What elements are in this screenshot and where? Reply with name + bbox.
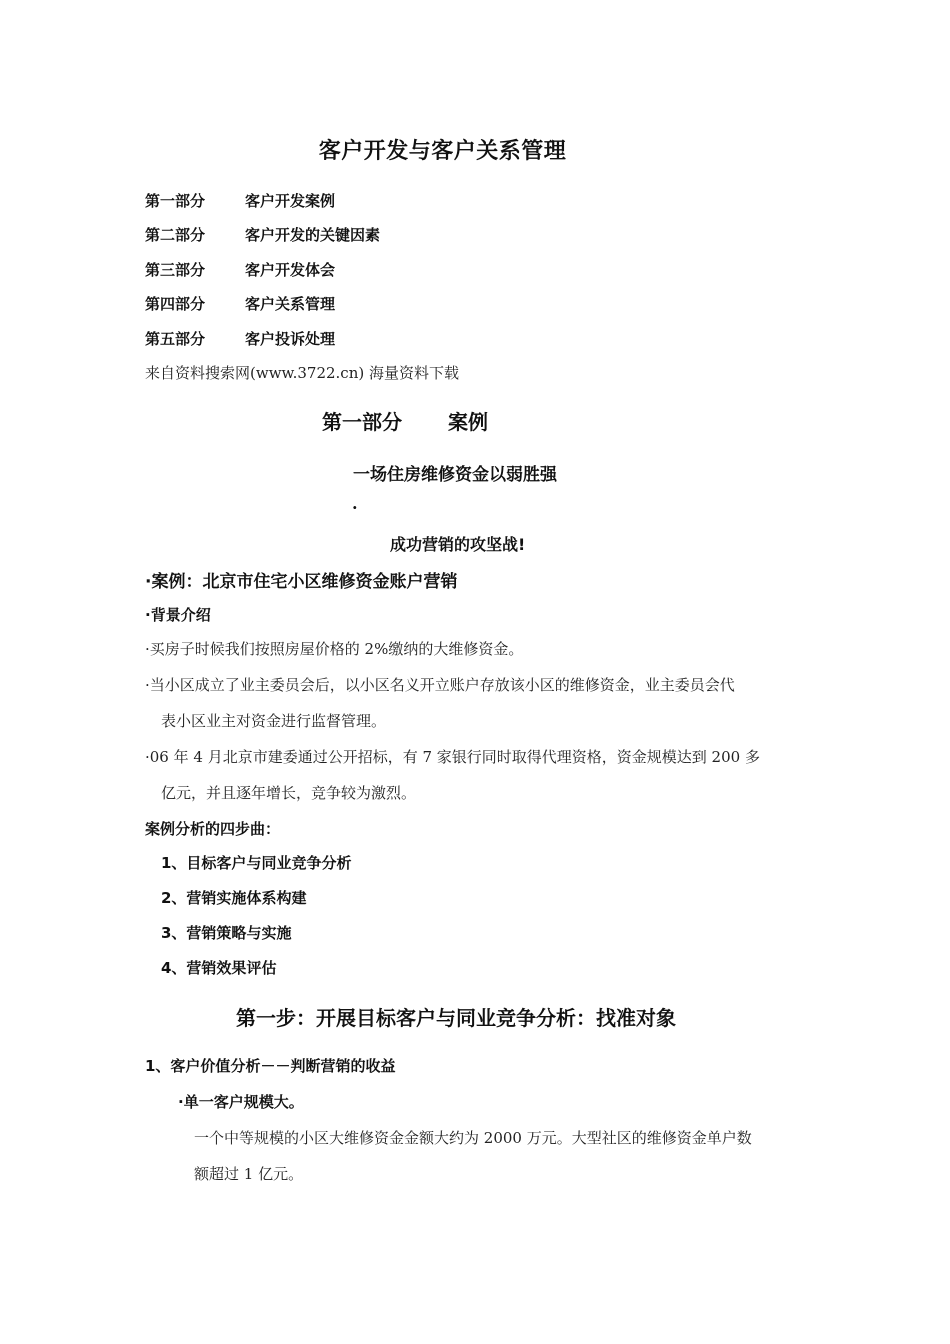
toc-item <box>145 224 380 246</box>
bullet-paragraph <box>145 739 810 811</box>
toc-part-label: 第四部分 <box>145 295 206 313</box>
toc-part-label: 第一部分 <box>145 192 206 210</box>
step1-heading: 第一步：开展目标客户与同业竞争分析：找准对象 <box>236 1006 676 1030</box>
toc-item <box>145 259 335 281</box>
bullet-line: ·买房子时候我们按照房屋价格的 2%缴纳的大维修资金。 <box>145 640 524 658</box>
toc-item-text: 客户开发案例 <box>245 192 336 210</box>
background-title: ·背景介绍 <box>145 606 211 624</box>
steps-title: 案例分析的四步曲： <box>145 820 281 838</box>
toc-item <box>145 328 335 350</box>
value-analysis-title: 1、客户价值分析－－判断营销的收益 <box>145 1057 396 1075</box>
toc-part-label: 第二部分 <box>145 226 206 244</box>
case-title: ·案例：北京市住宅小区维修资金账户营销 <box>145 572 458 592</box>
bullet-paragraph <box>145 667 810 739</box>
toc-part-label: 第五部分 <box>145 330 206 348</box>
toc-item-text: 客户投诉处理 <box>245 330 336 348</box>
toc-item-text: 客户关系管理 <box>245 295 336 313</box>
toc-item-text: 客户开发体会 <box>245 261 336 279</box>
bullet-line: ·06 年 4 月北京市建委通过公开招标，有 7 家银行同时取得代理资格，资金规模达到 200 多 <box>145 748 760 766</box>
toc-item <box>145 190 335 212</box>
scale-line-continued: 额超过 1 亿元。 <box>194 1165 304 1183</box>
document-title: 客户开发与客户关系管理 <box>318 139 567 164</box>
source-line: 来自资料搜索网(www.3722.cn) 海量资料下载 <box>145 364 459 382</box>
scale-line: 一个中等规模的小区大维修资金金额大约为 2000 万元。大型社区的维修资金单户数 <box>194 1129 752 1147</box>
toc-item <box>145 293 335 315</box>
bullet-line-continued: 亿元，并且逐年增长，竞争较为激烈。 <box>161 784 417 802</box>
part1-heading-text: 案例 <box>448 410 488 434</box>
step-item: 3、营销策略与实施 <box>161 924 292 942</box>
case-subtitle-2: 成功营销的攻坚战! <box>390 535 526 554</box>
case-subtitle-1: 一场住房维修资金以弱胜强 <box>353 465 557 485</box>
subtitle-dot: · <box>352 498 358 517</box>
scale-title: ·单一客户规模大。 <box>178 1093 304 1111</box>
toc-part-label: 第三部分 <box>145 261 206 279</box>
toc-item-text: 客户开发的关键因素 <box>245 226 381 244</box>
step-item: 2、营销实施体系构建 <box>161 889 307 907</box>
step-item: 1、目标客户与同业竞争分析 <box>161 854 352 872</box>
part1-heading <box>322 406 488 435</box>
bullet-paragraph <box>145 631 810 667</box>
scale-paragraph <box>194 1120 814 1192</box>
part1-heading-part: 第一部分 <box>322 410 402 434</box>
bullet-line-continued: 表小区业主对资金进行监督管理。 <box>161 712 387 730</box>
step-item: 4、营销效果评估 <box>161 959 277 977</box>
bullet-line: ·当小区成立了业主委员会后，以小区名义开立账户存放该小区的维修资金，业主委员会代 <box>145 676 735 694</box>
